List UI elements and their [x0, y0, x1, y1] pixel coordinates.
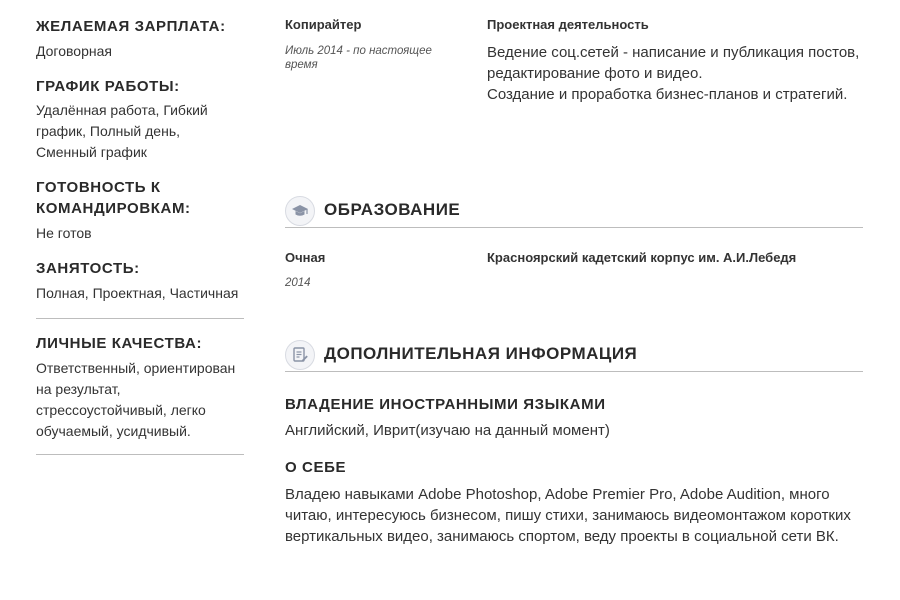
education-meta [285, 250, 465, 290]
job-company: Проектная деятельность [487, 17, 649, 32]
education-details [487, 250, 863, 266]
sidebar-divider [36, 318, 244, 319]
education-institution: Красноярский кадетский корпус им. А.И.Лебедя [487, 250, 797, 265]
document-edit-icon [285, 340, 315, 370]
job-period: Июль 2014 - по настоящее время [285, 45, 432, 71]
qualities-value: Ответственный, ориентирован на результат, стрессоустойчивый, легко обучаемый, усидчивый. [36, 360, 236, 439]
schedule-heading: ГРАФИК РАБОТЫ: [36, 78, 180, 95]
salary-value: Договорная [36, 43, 112, 59]
travel-value: Не готов [36, 225, 92, 241]
languages-block [285, 395, 863, 441]
about-value: Владею навыками Adobe Photoshop, Adobe Premier Pro, Adobe Audition, много читаю, интересуюсь бизнесом, пишу стихи, занимаюсь видеомонтажом коротких вертикальных видео, занимаюсь спортом, веду проекты в социальной сети ВК. [285, 486, 851, 545]
schedule-block [36, 76, 244, 163]
education-section-header [285, 194, 863, 228]
employment-heading: ЗАНЯТОСТЬ: [36, 260, 140, 277]
experience-entry [285, 16, 863, 156]
schedule-value: Удалённая работа, Гибкий график, Полный день, Сменный график [36, 102, 208, 160]
employment-block [36, 258, 244, 304]
education-year: 2014 [285, 277, 311, 289]
additional-section-header [285, 338, 863, 372]
languages-heading: ВЛАДЕНИЕ ИНОСТРАННЫМИ ЯЗЫКАМИ [285, 396, 606, 413]
job-position: Копирайтер [285, 17, 362, 32]
experience-meta [285, 16, 465, 72]
travel-block [36, 177, 244, 244]
job-description-line: Ведение соц.сетей - написание и публикация постов, редактирование фото и видео. [487, 44, 860, 82]
graduation-cap-icon [285, 196, 315, 226]
employment-value: Полная, Проектная, Частичная [36, 285, 239, 301]
additional-title: ДОПОЛНИТЕЛЬНАЯ ИНФОРМАЦИЯ [324, 344, 638, 363]
salary-block [36, 16, 244, 62]
travel-heading: ГОТОВНОСТЬ К КОМАНДИРОВКАМ: [36, 179, 191, 217]
education-form: Очная [285, 250, 326, 265]
job-description-line: Создание и проработка бизнес-планов и стратегий. [487, 86, 848, 103]
languages-value: Английский, Иврит(изучаю на данный момент) [285, 422, 610, 439]
education-title: ОБРАЗОВАНИЕ [324, 200, 461, 219]
job-description [487, 42, 863, 105]
qualities-heading: ЛИЧНЫЕ КАЧЕСТВА: [36, 335, 203, 352]
about-block [285, 458, 863, 547]
salary-heading: ЖЕЛАЕМАЯ ЗАРПЛАТА: [36, 18, 226, 35]
sidebar-divider-bottom [36, 454, 244, 455]
qualities-block [36, 333, 244, 442]
experience-details [487, 16, 863, 105]
about-heading: О СЕБЕ [285, 459, 347, 476]
sidebar [36, 16, 244, 469]
